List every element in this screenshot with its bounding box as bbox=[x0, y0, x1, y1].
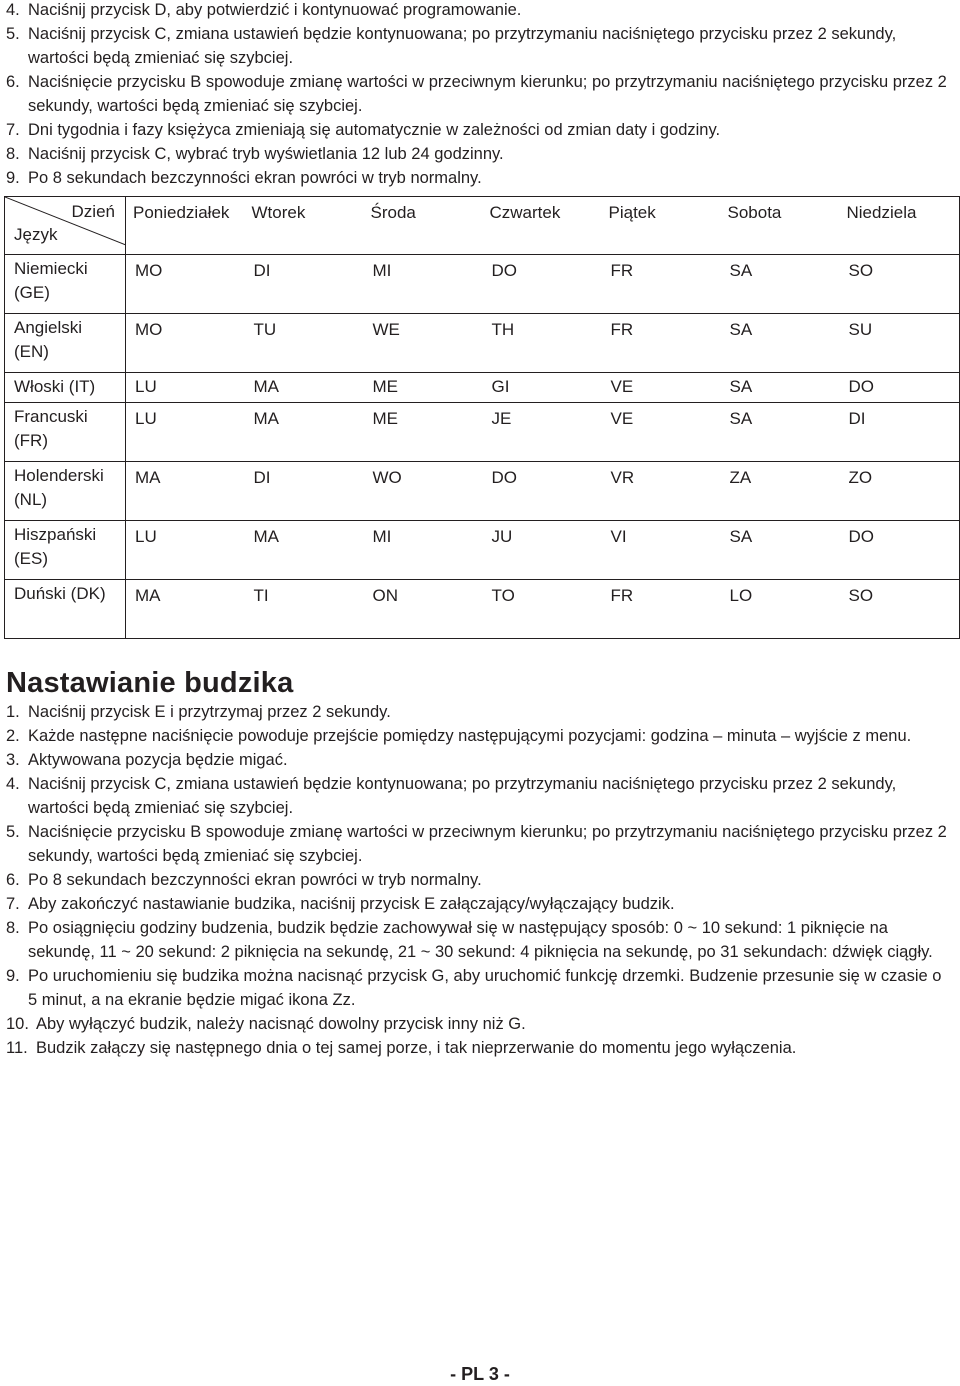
day-abbr-cell: SU bbox=[840, 314, 960, 373]
day-abbr-cell: LO bbox=[721, 580, 840, 639]
step-number: 7. bbox=[6, 121, 20, 139]
step-text: Budzik załączy się następnego dnia o tej samej porze, i tak nieprzerwanie do momentu jego wyłączenia. bbox=[36, 1039, 797, 1057]
day-abbr-cell: MA bbox=[245, 373, 364, 403]
step-number: 10. bbox=[6, 1015, 29, 1033]
table-row bbox=[5, 314, 960, 373]
day-abbr-cell: LU bbox=[126, 403, 245, 462]
step-text: Każde następne naciśnięcie powoduje przejście pomiędzy następującymi pozycjami: godzina – minuta – wyjście z menu. bbox=[28, 727, 912, 745]
day-abbr-cell: GI bbox=[483, 373, 602, 403]
day-abbr-cell: VE bbox=[602, 373, 721, 403]
day-abbr-cell: DO bbox=[840, 521, 960, 580]
day-abbr-cell: JU bbox=[483, 521, 602, 580]
day-abbr-cell: DO bbox=[840, 373, 960, 403]
day-abbr-cell: MA bbox=[126, 462, 245, 521]
list-item bbox=[6, 820, 951, 868]
step-number: 11. bbox=[6, 1039, 28, 1057]
day-header: Sobota bbox=[721, 197, 840, 255]
list-item bbox=[6, 700, 951, 724]
day-abbr-cell: MO bbox=[126, 314, 245, 373]
day-header: Piątek bbox=[602, 197, 721, 255]
language-cell: Duński (DK) bbox=[5, 580, 126, 639]
list-item bbox=[6, 892, 951, 916]
day-abbr-cell: DI bbox=[245, 255, 364, 314]
day-abbr-cell: VR bbox=[602, 462, 721, 521]
day-header: Wtorek bbox=[245, 197, 364, 255]
list-item bbox=[6, 70, 951, 118]
list-item bbox=[6, 22, 951, 70]
step-number: 6. bbox=[6, 73, 20, 91]
corner-language-label: Język bbox=[14, 225, 58, 244]
language-cell: Angielski (EN) bbox=[5, 314, 126, 373]
day-abbr-cell: ME bbox=[364, 373, 483, 403]
day-header: Środa bbox=[364, 197, 483, 255]
step-text: Naciśnij przycisk E i przytrzymaj przez 2 sekundy. bbox=[28, 703, 391, 721]
step-number: 5. bbox=[6, 823, 20, 841]
step-text: Po 8 sekundach bezczynności ekran powróci w tryb normalny. bbox=[28, 871, 482, 889]
step-number: 9. bbox=[6, 169, 20, 187]
day-abbr-cell: FR bbox=[602, 314, 721, 373]
day-abbr-cell: ON bbox=[364, 580, 483, 639]
step-text: Naciśnięcie przycisku B spowoduje zmianę wartości w przeciwnym kierunku; po przytrzymaniu naciśniętego przycisku przez 2 sekundy, wartości będą zmieniać się szybciej. bbox=[28, 73, 947, 115]
day-abbr-cell: SA bbox=[721, 255, 840, 314]
day-abbr-cell: DO bbox=[483, 462, 602, 521]
day-abbr-cell: SA bbox=[721, 373, 840, 403]
day-abbr-cell: TH bbox=[483, 314, 602, 373]
day-abbr-cell: SA bbox=[721, 521, 840, 580]
step-text: Naciśnij przycisk D, aby potwierdzić i kontynuować programowanie. bbox=[28, 1, 522, 19]
table-row bbox=[5, 373, 960, 403]
day-abbr-cell: MO bbox=[126, 255, 245, 314]
step-text: Aby wyłączyć budzik, należy nacisnąć dowolny przycisk inny niż G. bbox=[36, 1015, 526, 1033]
day-abbr-cell: JE bbox=[483, 403, 602, 462]
table-header-row bbox=[5, 197, 960, 255]
step-text: Po 8 sekundach bezczynności ekran powróci w tryb normalny. bbox=[28, 169, 482, 187]
step-number: 8. bbox=[6, 145, 20, 163]
step-text: Naciśnięcie przycisku B spowoduje zmianę wartości w przeciwnym kierunku; po przytrzymaniu naciśniętego przycisku przez 2 sekundy, wartości będą zmieniać się szybciej. bbox=[28, 823, 947, 865]
day-abbr-cell: FR bbox=[602, 255, 721, 314]
day-abbr-cell: LU bbox=[126, 521, 245, 580]
list-item bbox=[6, 916, 951, 964]
day-abbr-cell: MI bbox=[364, 255, 483, 314]
table-corner-cell bbox=[5, 197, 126, 255]
step-number: 1. bbox=[6, 703, 20, 721]
step-text: Aktywowana pozycja będzie migać. bbox=[28, 751, 288, 769]
day-abbr-cell: TU bbox=[245, 314, 364, 373]
day-header: Poniedziałek bbox=[126, 197, 245, 255]
day-header: Niedziela bbox=[840, 197, 960, 255]
list-item bbox=[6, 1012, 951, 1036]
list-item bbox=[6, 166, 951, 190]
day-abbr-cell: DI bbox=[840, 403, 960, 462]
day-abbr-cell: VE bbox=[602, 403, 721, 462]
list-item bbox=[6, 748, 951, 772]
day-abbr-cell: ME bbox=[364, 403, 483, 462]
day-abbr-cell: MA bbox=[245, 403, 364, 462]
step-text: Po uruchomieniu się budzika można nacisnąć przycisk G, aby uruchomić funkcję drzemki. Budzenie przesunie się w czasie o 5 minut, a na ekranie będzie migać ikona Zz. bbox=[28, 967, 942, 1009]
day-abbr-cell: ZO bbox=[840, 462, 960, 521]
step-text: Naciśnij przycisk C, zmiana ustawień będzie kontynuowana; po przytrzymaniu naciśniętego przycisku przez 2 sekundy, wartości będą zmieniać się szybciej. bbox=[28, 25, 897, 67]
list-item bbox=[6, 964, 951, 1012]
step-number: 2. bbox=[6, 727, 20, 745]
step-number: 4. bbox=[6, 775, 20, 793]
step-number: 3. bbox=[6, 751, 20, 769]
list-item bbox=[6, 772, 951, 820]
day-abbr-cell: SA bbox=[721, 403, 840, 462]
day-header: Czwartek bbox=[483, 197, 602, 255]
day-abbr-cell: WE bbox=[364, 314, 483, 373]
day-abbr-cell: SO bbox=[840, 255, 960, 314]
day-abbr-cell: LU bbox=[126, 373, 245, 403]
page-number: - PL 3 - bbox=[450, 1364, 510, 1384]
day-abbr-cell: FR bbox=[602, 580, 721, 639]
table-row bbox=[5, 580, 960, 639]
table-row bbox=[5, 255, 960, 314]
day-abbr-cell: SA bbox=[721, 314, 840, 373]
day-abbr-cell: MA bbox=[126, 580, 245, 639]
step-number: 4. bbox=[6, 1, 20, 19]
list-item bbox=[6, 142, 951, 166]
day-abbr-cell: MA bbox=[245, 521, 364, 580]
step-text: Naciśnij przycisk C, zmiana ustawień będzie kontynuowana; po przytrzymaniu naciśniętego przycisku przez 2 sekundy, wartości będą zmieniać się szybciej. bbox=[28, 775, 897, 817]
step-text: Dni tygodnia i fazy księżyca zmieniają się automatycznie w zależności od zmian daty i godziny. bbox=[28, 121, 721, 139]
table-row bbox=[5, 403, 960, 462]
list-item bbox=[6, 724, 951, 748]
list-item bbox=[6, 0, 951, 22]
list-item bbox=[6, 118, 951, 142]
day-abbr-cell: ZA bbox=[721, 462, 840, 521]
step-number: 8. bbox=[6, 919, 20, 937]
table-row bbox=[5, 462, 960, 521]
step-number: 7. bbox=[6, 895, 20, 913]
step-number: 5. bbox=[6, 25, 20, 43]
day-abbr-cell: DI bbox=[245, 462, 364, 521]
list-item bbox=[6, 868, 951, 892]
day-abbr-cell: SO bbox=[840, 580, 960, 639]
step-text: Naciśnij przycisk C, wybrać tryb wyświetlania 12 lub 24 godzinny. bbox=[28, 145, 504, 163]
corner-day-label: Dzień bbox=[71, 202, 115, 221]
language-cell: Francuski (FR) bbox=[5, 403, 126, 462]
language-cell: Włoski (IT) bbox=[5, 373, 126, 403]
day-abbr-cell: WO bbox=[364, 462, 483, 521]
alarm-steps-list bbox=[6, 700, 951, 1060]
step-text: Po osiągnięciu godziny budzenia, budzik będzie zachowywał się w następujący sposób: 0 ~ 10 sekund: 1 piknięcie na sekundę, 11 ~ 20 sekund: 2 piknięcia na sekundę, 21 ~ 30 sekund: 4 piknięcia na sekundę, po 31 sekundach: dźwięk ciągły. bbox=[28, 919, 933, 961]
day-abbr-cell: DO bbox=[483, 255, 602, 314]
language-cell: Holenderski (NL) bbox=[5, 462, 126, 521]
weekday-language-table bbox=[4, 196, 960, 639]
step-number: 9. bbox=[6, 967, 20, 985]
step-text: Aby zakończyć nastawianie budzika, naciśnij przycisk E załączający/wyłączający budzik. bbox=[28, 895, 675, 913]
day-abbr-cell: TO bbox=[483, 580, 602, 639]
step-number: 6. bbox=[6, 871, 20, 889]
language-cell: Hiszpański (ES) bbox=[5, 521, 126, 580]
day-abbr-cell: VI bbox=[602, 521, 721, 580]
alarm-section-title: Nastawianie budzika bbox=[6, 667, 294, 699]
programming-steps-list bbox=[6, 0, 951, 190]
day-abbr-cell: TI bbox=[245, 580, 364, 639]
day-abbr-cell: MI bbox=[364, 521, 483, 580]
language-cell: Niemiecki (GE) bbox=[5, 255, 126, 314]
list-item bbox=[6, 1036, 951, 1060]
table-row bbox=[5, 521, 960, 580]
